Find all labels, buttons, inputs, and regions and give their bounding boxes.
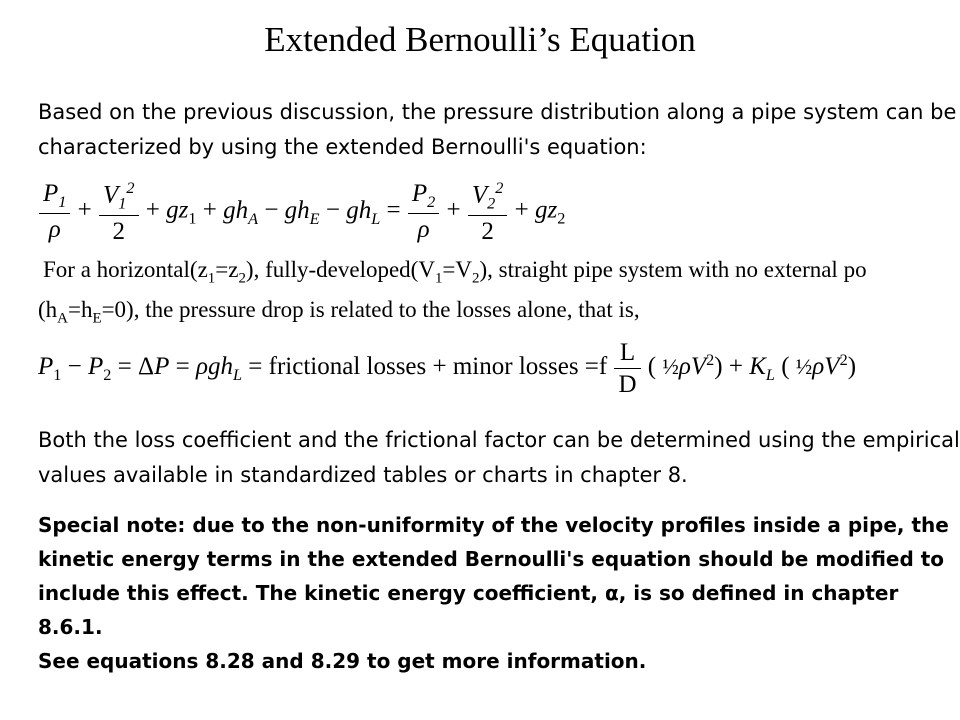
horizontal-condition-line-1: For a $horizontal(z_1=z_2)$, fully-$developed(V_1=V_2)$, straight pipe system with no external po	[43, 257, 867, 287]
coefficient-line-2: values available in standardized tables or charts in chapter 8.	[38, 463, 688, 487]
p1-over-rho: $\frac{P_1}{\rho}$	[41, 181, 68, 242]
note-line-4: See equations 8.28 and 8.29 to get more information.	[38, 649, 647, 673]
pressure-drop-equation: $P_1 - P_2 = \Delta P = \rho gh_L$ = frictional losses + minor losses =f $\frac{L}{D}$ ( $\frac{1}{2}\rho V^2) + K_L$ ( $\frac{1}{2}\rho V^2$)	[38, 339, 857, 398]
l-over-d: $\frac{L}{D}$	[616, 340, 638, 397]
extended-bernoulli-equation: $\frac{P_1}{\rho}$ + $\frac{V_1^2}{2}$ + $gz_1 + gh_A - gh_E - gh_L$ = $\frac{P_2}{\rho}$ + $\frac{V_2^2}{2}$ + $gz_2$	[38, 180, 565, 244]
frictional-minor-losses-text: frictional losses + minor losses =f	[268, 353, 608, 381]
coefficient-line-1: Both the loss coefficient and the frictional factor can be determined using the empirical	[38, 428, 960, 452]
coefficient-paragraph	[38, 423, 960, 493]
intro-paragraph	[38, 95, 956, 165]
intro-line-1: Based on the previous discussion, the pressure distribution along a pipe system can be	[38, 100, 957, 124]
note-line-2: kinetic energy terms in the extended Bernoulli's equation should be modified to	[38, 547, 945, 571]
v2-squared-over-2: $\frac{V_2^2}{2}$	[470, 180, 506, 244]
note-line-1: Special note: due to the non-uniformity of the velocity profiles inside a pipe, the	[38, 513, 949, 537]
intro-line-2: characterized by using the extended Bernoulli's equation:	[38, 135, 647, 159]
p2-over-rho: $\frac{P_2}{\rho}$	[410, 181, 437, 242]
special-note	[38, 508, 960, 678]
v1-squared-over-2: $\frac{V_1^2}{2}$	[101, 180, 137, 244]
horizontal-condition-line-2: $(h_A=h_E=0)$, the pressure drop is related to the losses alone, that is,	[38, 297, 640, 327]
page-title: Extended Bernoulli’s Equation	[264, 20, 696, 59]
note-line-3: include this effect. The kinetic energy coefficient, α, is so defined in chapter 8.6.1.	[38, 581, 899, 639]
